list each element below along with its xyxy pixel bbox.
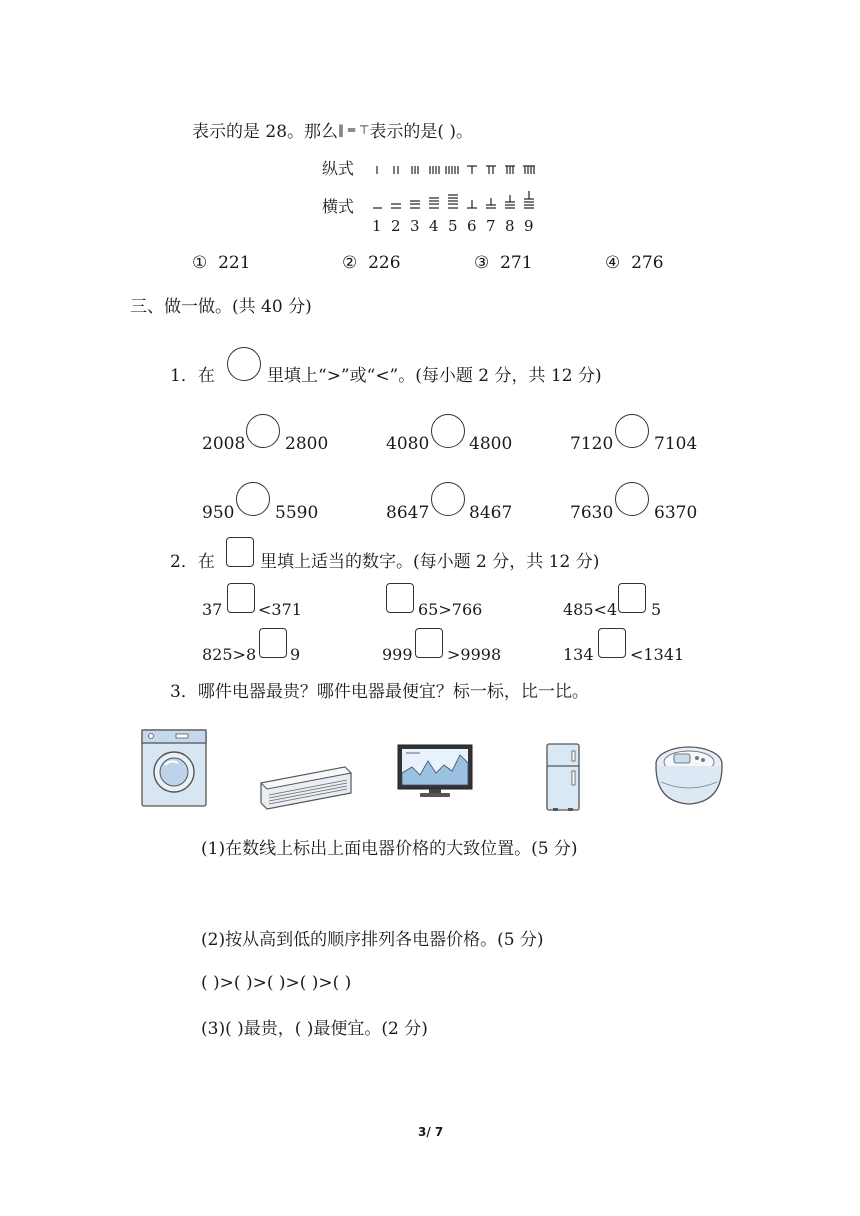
digit-box-input[interactable]	[415, 628, 443, 658]
q1-prefix: 1．在	[170, 366, 215, 386]
q1-right-number: 5590	[275, 503, 319, 523]
compare-circle-input[interactable]	[431, 414, 465, 448]
q2-before: 825>8	[202, 645, 257, 664]
rod-digit: 3	[410, 217, 420, 235]
q1-right-number: 7104	[654, 434, 698, 454]
rod-row-label-vertical: 纵式	[322, 159, 355, 178]
option-2[interactable]: ② 226	[342, 253, 401, 273]
q1-right-number: 4800	[469, 434, 513, 454]
rod-digit: 1	[372, 217, 382, 235]
q3-sub1: (1)在数线上标出上面电器价格的大致位置。(5 分)	[201, 839, 578, 859]
q2-before: 999	[382, 645, 413, 664]
q2-before: 485<4	[563, 600, 618, 619]
page-number: 3/ 7	[418, 1125, 444, 1139]
option-1[interactable]: ① 221	[192, 253, 251, 273]
q1-right-number: 6370	[654, 503, 698, 523]
washing-machine-icon	[141, 729, 207, 807]
q2-before: 37	[202, 600, 223, 619]
q1-left-number: 2008	[202, 434, 246, 454]
q1-left-number: 4080	[386, 434, 430, 454]
q1-right-number: 2800	[285, 434, 329, 454]
q1-instruction: 里填上“>”或“<”。(每小题 2 分，共 12 分)	[267, 366, 602, 386]
compare-circle-input[interactable]	[615, 482, 649, 516]
question-prefix: 表示的是 28。那么	[192, 122, 339, 142]
rod-row-label-horizontal: 横式	[322, 197, 355, 216]
counting-rod-number-icon: ‖ ═ ⊤	[338, 123, 370, 137]
digit-box-input[interactable]	[598, 628, 626, 658]
rod-digit: 7	[486, 217, 496, 235]
digit-box-input[interactable]	[227, 583, 255, 613]
digit-box-input[interactable]	[386, 583, 414, 613]
q2-after: <371	[258, 600, 302, 619]
q3-title: 3．哪件电器最贵？哪件电器最便宜？标一标，比一比。	[170, 682, 589, 702]
compare-circle-input[interactable]	[431, 482, 465, 516]
q2-instruction: 里填上适当的数字。(每小题 2 分，共 12 分)	[260, 552, 600, 572]
q1-left-number: 8647	[386, 503, 430, 523]
digit-box-input[interactable]	[618, 583, 646, 613]
rod-digit: 4	[429, 217, 439, 235]
option-3[interactable]: ③ 271	[474, 253, 533, 273]
air-conditioner-icon	[259, 765, 353, 811]
digit-box-icon	[226, 537, 254, 567]
rod-digit: 5	[448, 217, 458, 235]
q2-after: 5	[651, 600, 662, 619]
compare-circle-input[interactable]	[246, 414, 280, 448]
question-suffix: 表示的是( )。	[369, 122, 474, 142]
q3-sub3[interactable]: (3)( )最贵，( )最便宜。(2 分)	[201, 1019, 428, 1039]
rod-digit: 8	[505, 217, 515, 235]
q2-after: >9998	[447, 645, 502, 664]
price-order-blanks[interactable]: ( )>( )>( )>( )>( )	[201, 973, 352, 993]
q1-left-number: 7630	[570, 503, 614, 523]
section-title: 三、做一做。(共 40 分)	[130, 297, 312, 317]
television-icon	[396, 743, 474, 799]
rod-digit: 6	[467, 217, 477, 235]
counting-rods-icon	[370, 158, 550, 218]
q1-right-number: 8467	[469, 503, 513, 523]
question-line	[192, 120, 473, 142]
q2-prefix: 2．在	[170, 552, 215, 572]
q3-sub2: (2)按从高到低的顺序排列各电器价格。(5 分)	[201, 930, 544, 950]
q1-left-number: 950	[202, 503, 235, 523]
q2-before: 134	[563, 645, 594, 664]
q2-after: <1341	[630, 645, 685, 664]
compare-circle-input[interactable]	[236, 482, 270, 516]
rod-digit: 2	[391, 217, 401, 235]
rice-cooker-icon	[653, 742, 725, 808]
option-4[interactable]: ④ 276	[605, 253, 664, 273]
q1-left-number: 7120	[570, 434, 614, 454]
compare-circle-input[interactable]	[615, 414, 649, 448]
rod-digit: 9	[524, 217, 534, 235]
q2-after: 65>766	[418, 600, 483, 619]
refrigerator-icon	[545, 742, 581, 812]
compare-circle-icon	[227, 347, 261, 381]
digit-box-input[interactable]	[259, 628, 287, 658]
q2-after: 9	[290, 645, 301, 664]
